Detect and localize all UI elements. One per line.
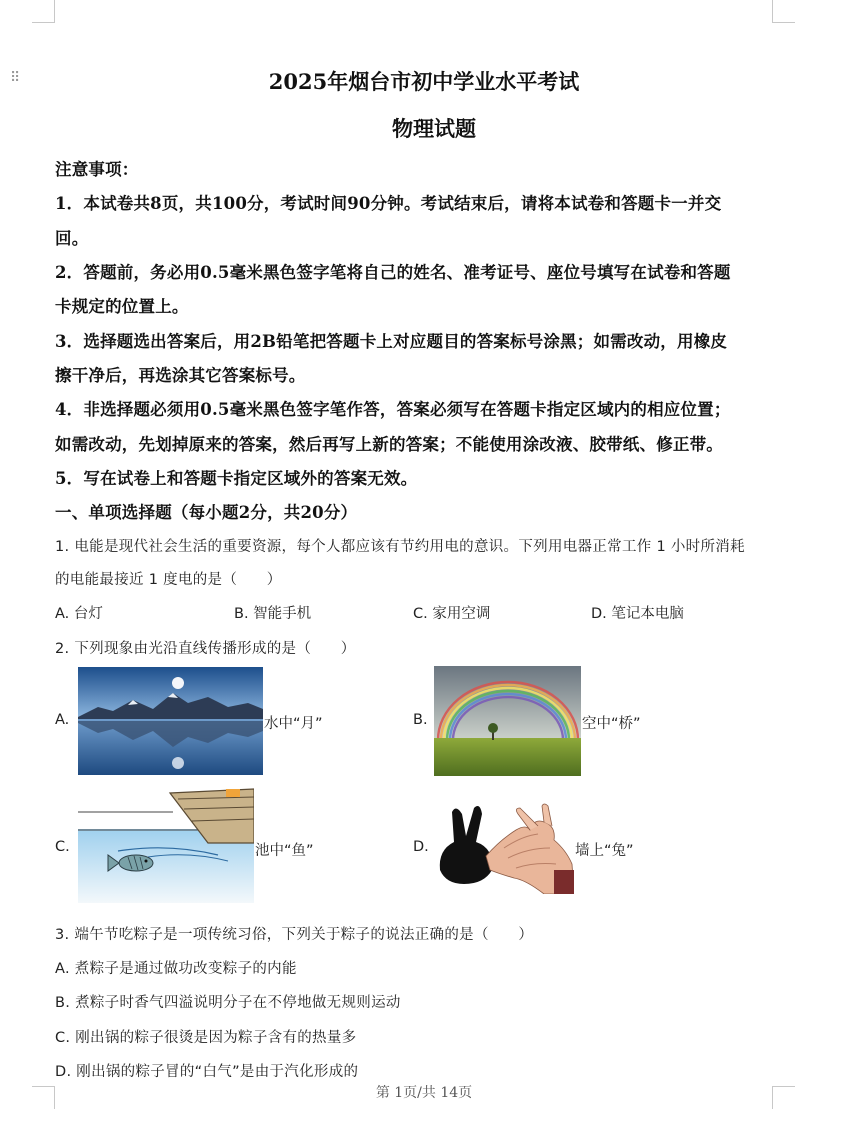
notice-heading: 注意事项：	[55, 160, 139, 179]
exam-subject: 物理试题	[392, 116, 476, 141]
q2-option-a-letter: A.	[55, 712, 70, 728]
notice-line: 2．答题前，务必用0.5毫米黑色签字笔将自己的姓名、准考证号、座位号填写在试卷和答题	[55, 263, 731, 282]
q2-stem: 2. 下列现象由光沿直线传播形成的是（ ）	[55, 641, 356, 657]
drag-handle-icon[interactable]: ⠿	[10, 70, 19, 86]
section-heading: 一、单项选择题（每小题2分，共20分）	[55, 503, 358, 522]
q3-option-a: A. 煮粽子是通过做功改变粽子的内能	[55, 961, 297, 977]
q1-option-c: C. 家用空调	[413, 606, 491, 622]
q2-option-b-caption: 空中“桥”	[582, 716, 641, 732]
q2-option-d-caption: 墙上“兔”	[575, 843, 634, 859]
q1-option-b: B. 智能手机	[234, 606, 312, 622]
notice-line: 4．非选择题必须用0.5毫米黑色签字笔作答，答案必须写在答题卡指定区域内的相应位置；	[55, 400, 731, 419]
moon-reflection-image	[78, 667, 263, 775]
notice-line: 卡规定的位置上。	[55, 297, 189, 316]
q1-option-d: D. 笔记本电脑	[591, 606, 684, 622]
q1-stem-cont: 的电能最接近 1 度电的是（ ）	[55, 572, 282, 588]
hand-shadow-rabbit-image	[434, 800, 574, 894]
exam-title: 2025年烟台市初中学业水平考试	[268, 69, 580, 94]
crop-mark-top-right	[772, 0, 795, 23]
q2-option-c-caption: 池中“鱼”	[255, 843, 314, 859]
q3-option-b: B. 煮粽子时香气四溢说明分子在不停地做无规则运动	[55, 995, 401, 1011]
fish-in-pond-image	[78, 785, 254, 903]
notice-line: 如需改动，先划掉原来的答案，然后再写上新的答案；不能使用涂改液、胶带纸、修正带。	[55, 435, 723, 454]
rainbow-image	[434, 666, 581, 776]
q2-option-a-caption: 水中“月”	[264, 716, 323, 732]
notice-line: 1．本试卷共8页，共100分，考试时间90分钟。考试结束后，请将本试卷和答题卡一并交	[55, 194, 722, 213]
notice-line: 回。	[55, 229, 89, 248]
q1-stem: 1. 电能是现代社会生活的重要资源，每个人都应该有节约用电的意识。下列用电器正常工作 1 小时所消耗	[55, 539, 745, 555]
notice-line: 5．写在试卷上和答题卡指定区域外的答案无效。	[55, 469, 418, 488]
notice-line: 3．选择题选出答案后，用2B铅笔把答题卡上对应题目的答案标号涂黑；如需改动，用橡皮	[55, 332, 728, 351]
q3-stem: 3. 端午节吃粽子是一项传统习俗，下列关于粽子的说法正确的是（ ）	[55, 927, 534, 943]
notice-line: 擦干净后，再选涂其它答案标号。	[55, 366, 306, 385]
q1-option-a: A. 台灯	[55, 606, 103, 622]
crop-mark-top-left	[32, 0, 55, 23]
page-number: 第 1页/共 14页	[375, 1085, 473, 1101]
q2-option-b-letter: B.	[413, 712, 428, 728]
q2-option-d-letter: D.	[413, 839, 429, 855]
q3-option-d: D. 刚出锅的粽子冒的“白气”是由于汽化形成的	[55, 1064, 359, 1080]
q3-option-c: C. 刚出锅的粽子很烫是因为粽子含有的热量多	[55, 1030, 357, 1046]
q2-option-c-letter: C.	[55, 839, 70, 855]
